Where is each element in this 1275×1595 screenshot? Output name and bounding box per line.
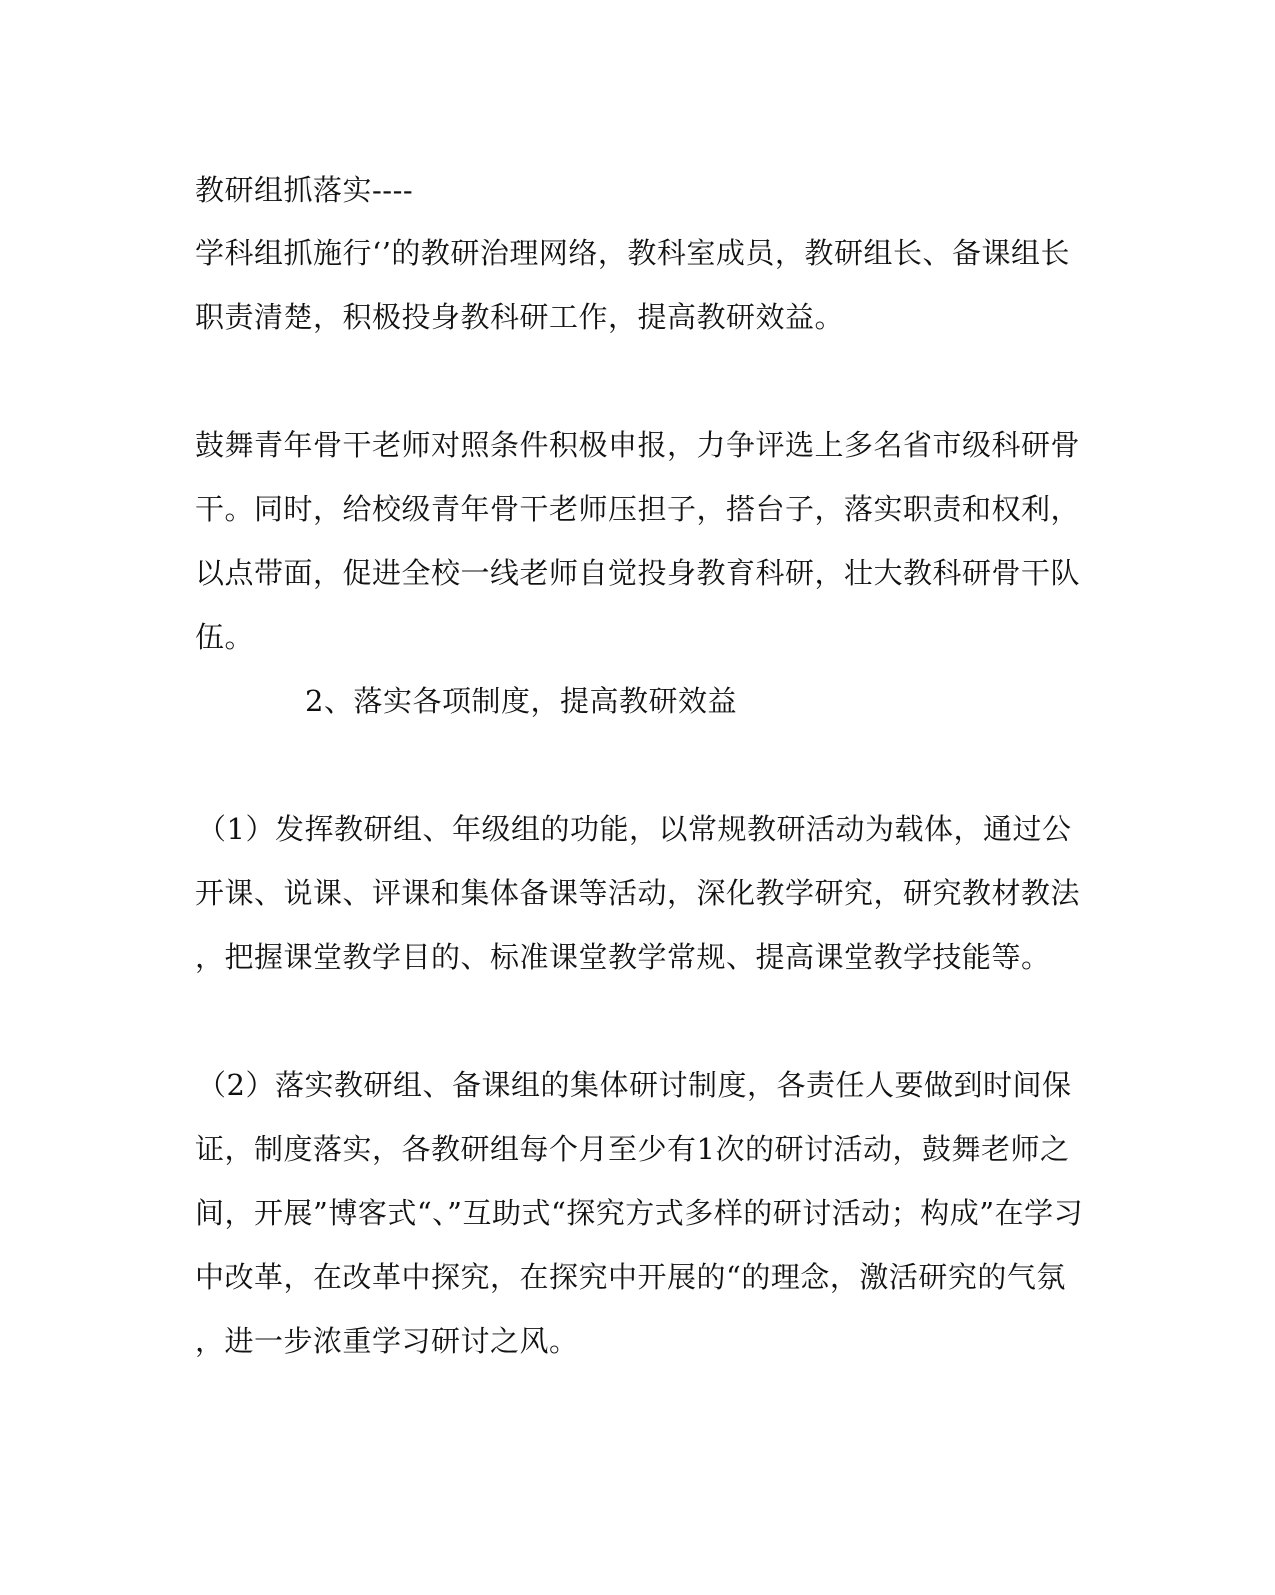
text-line: ，进一步浓重学习研讨之风。: [195, 1324, 579, 1358]
text-line: 证，制度落实，各教研组每个月至少有1次的研讨活动，鼓舞老师之: [195, 1132, 1070, 1166]
text-line: 干。同时，给校级青年骨干老师压担子，搭台子，落实职责和权利，: [195, 492, 1081, 526]
text-line: 开课、说课、评课和集体备课等活动，深化教学研究，研究教材教法: [195, 876, 1081, 910]
text-line: 中改革，在改革中探究，在探究中开展的“的理念，激活研究的气氛: [195, 1260, 1066, 1294]
text-line: 教研组抓落实----: [195, 173, 414, 207]
text-line: 鼓舞青年骨干老师对照条件积极申报，力争评选上多名省市级科研骨: [195, 428, 1081, 462]
text-line: （2）落实教研组、备课组的集体研讨制度，各责任人要做到时间保: [197, 1068, 1072, 1102]
text-line: 以点带面，促进全校一线老师自觉投身教育科研，壮大教科研骨干队: [195, 556, 1081, 590]
text-line: 伍。: [195, 620, 255, 654]
section-heading: 2、落实各项制度，提高教研效益: [305, 684, 737, 718]
text-line: ，把握课堂教学目的、标准课堂教学常规、提高课堂教学技能等。: [195, 940, 1051, 974]
text-line: 职责清楚，积极投身教科研工作，提高教研效益。: [195, 300, 845, 334]
text-line: 间，开展”博客式“、”互助式“探究方式多样的研讨活动；构成”在学习: [195, 1196, 1084, 1230]
text-line: 学科组抓施行‘’的教研治理网络，教科室成员，教研组长、备课组长: [195, 236, 1070, 270]
text-line: （1）发挥教研组、年级组的功能，以常规教研活动为载体，通过公: [197, 812, 1072, 846]
